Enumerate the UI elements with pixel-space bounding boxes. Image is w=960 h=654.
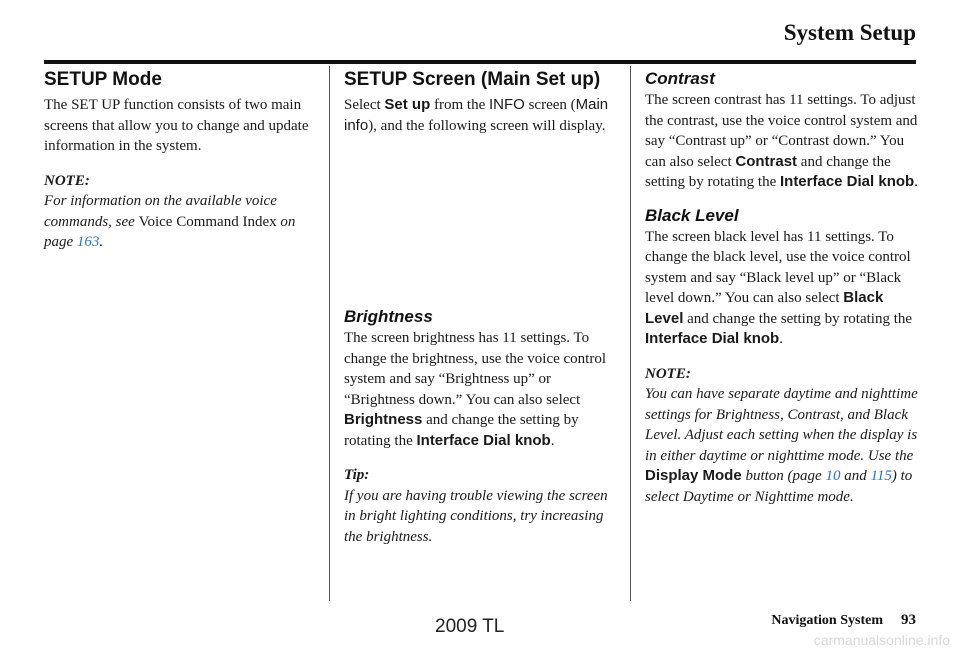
set-up-button-ref: Set up (384, 96, 431, 113)
heading-black-level: Black Level (645, 205, 739, 225)
black-level-button-ref: Black Level (645, 289, 884, 327)
note-voice-commands: For information on the available voice commands, see Voice Command Index on page 163. (44, 193, 296, 250)
page-section-title: System Setup (783, 20, 916, 45)
note-day-night: You can have separate daytime and nighttime settings for Brightness, Contrast, and Black Level. Adjust each setting when the display is in either daytime or nighttime mode. Use the Display Mode button (page 10 and 115) to select Daytime or Nighttime mode. (645, 386, 918, 505)
brightness-button-ref: Brightness (344, 411, 423, 428)
interface-dial-ref: Interface Dial knob (416, 431, 551, 449)
column-divider (329, 66, 330, 601)
heading-brightness: Brightness (344, 307, 433, 326)
note-label: NOTE: (645, 365, 691, 382)
info-button-ref: INFO (488, 96, 525, 113)
model-watermark: 2009 TL (435, 616, 505, 637)
note-label: NOTE: (44, 172, 90, 189)
interface-dial-ref: Interface Dial knob (779, 173, 915, 190)
page-link-163[interactable]: 163 (76, 234, 100, 250)
page-number: 93 (901, 612, 916, 628)
setup-select-text: Select Set up from the INFO screen (Main info), and the following screen will display. (344, 96, 609, 134)
tip-text: If you are having trouble viewing the screen in bright lighting conditions, try increasing the brightness. (344, 487, 608, 545)
heading-setup-screen: SETUP Screen (Main Set up) (344, 69, 601, 90)
column-setup-screen (344, 66, 620, 547)
contrast-button-ref: Contrast (735, 152, 798, 170)
main-info-ref: Main info (344, 96, 609, 134)
screen-image-placeholder (344, 136, 620, 306)
page-link-115[interactable]: 115 (870, 468, 892, 484)
column-contrast-black (645, 66, 920, 507)
column-setup-mode (44, 66, 314, 253)
footer-page-info (771, 612, 916, 629)
brightness-text: The screen brightness has 11 settings. To change the brightness, use the voice control system and say “Brightness up” or “Brightness down.” You can also select Brightness and change the setting by rotating the Interface Dial knob. (344, 330, 607, 449)
heading-setup-mode: SETUP Mode (44, 69, 162, 90)
heading-contrast: Contrast (645, 69, 715, 88)
header-rule (44, 60, 916, 64)
site-watermark: carmanualsonline.info (813, 632, 950, 648)
tip-label: Tip: (344, 467, 370, 483)
page-link-10[interactable]: 10 (825, 468, 841, 484)
footer-nav-label: Navigation System (771, 613, 883, 628)
black-level-text: The screen black level has 11 settings. To change the black level, use the voice control system and say “Black level up” or “Black level down.” You can also select Black Level and change the setting by rotating the Interface Dial knob. (645, 228, 913, 347)
contrast-text: The screen contrast has 11 settings. To adjust the contrast, use the voice control system and say “Contrast up” or “Contrast down.” You can also select Contrast and change the setting by rotating the Interface Dial knob. (645, 92, 918, 190)
display-mode-button-ref: Display Mode (645, 467, 742, 484)
setup-intro-text: The SET UP function consists of two main screens that allow you to change and update information in the system. (44, 97, 309, 154)
voice-command-index-ref: Voice Command Index (138, 213, 277, 230)
interface-dial-ref: Interface Dial knob (645, 330, 780, 347)
column-divider (630, 66, 631, 601)
